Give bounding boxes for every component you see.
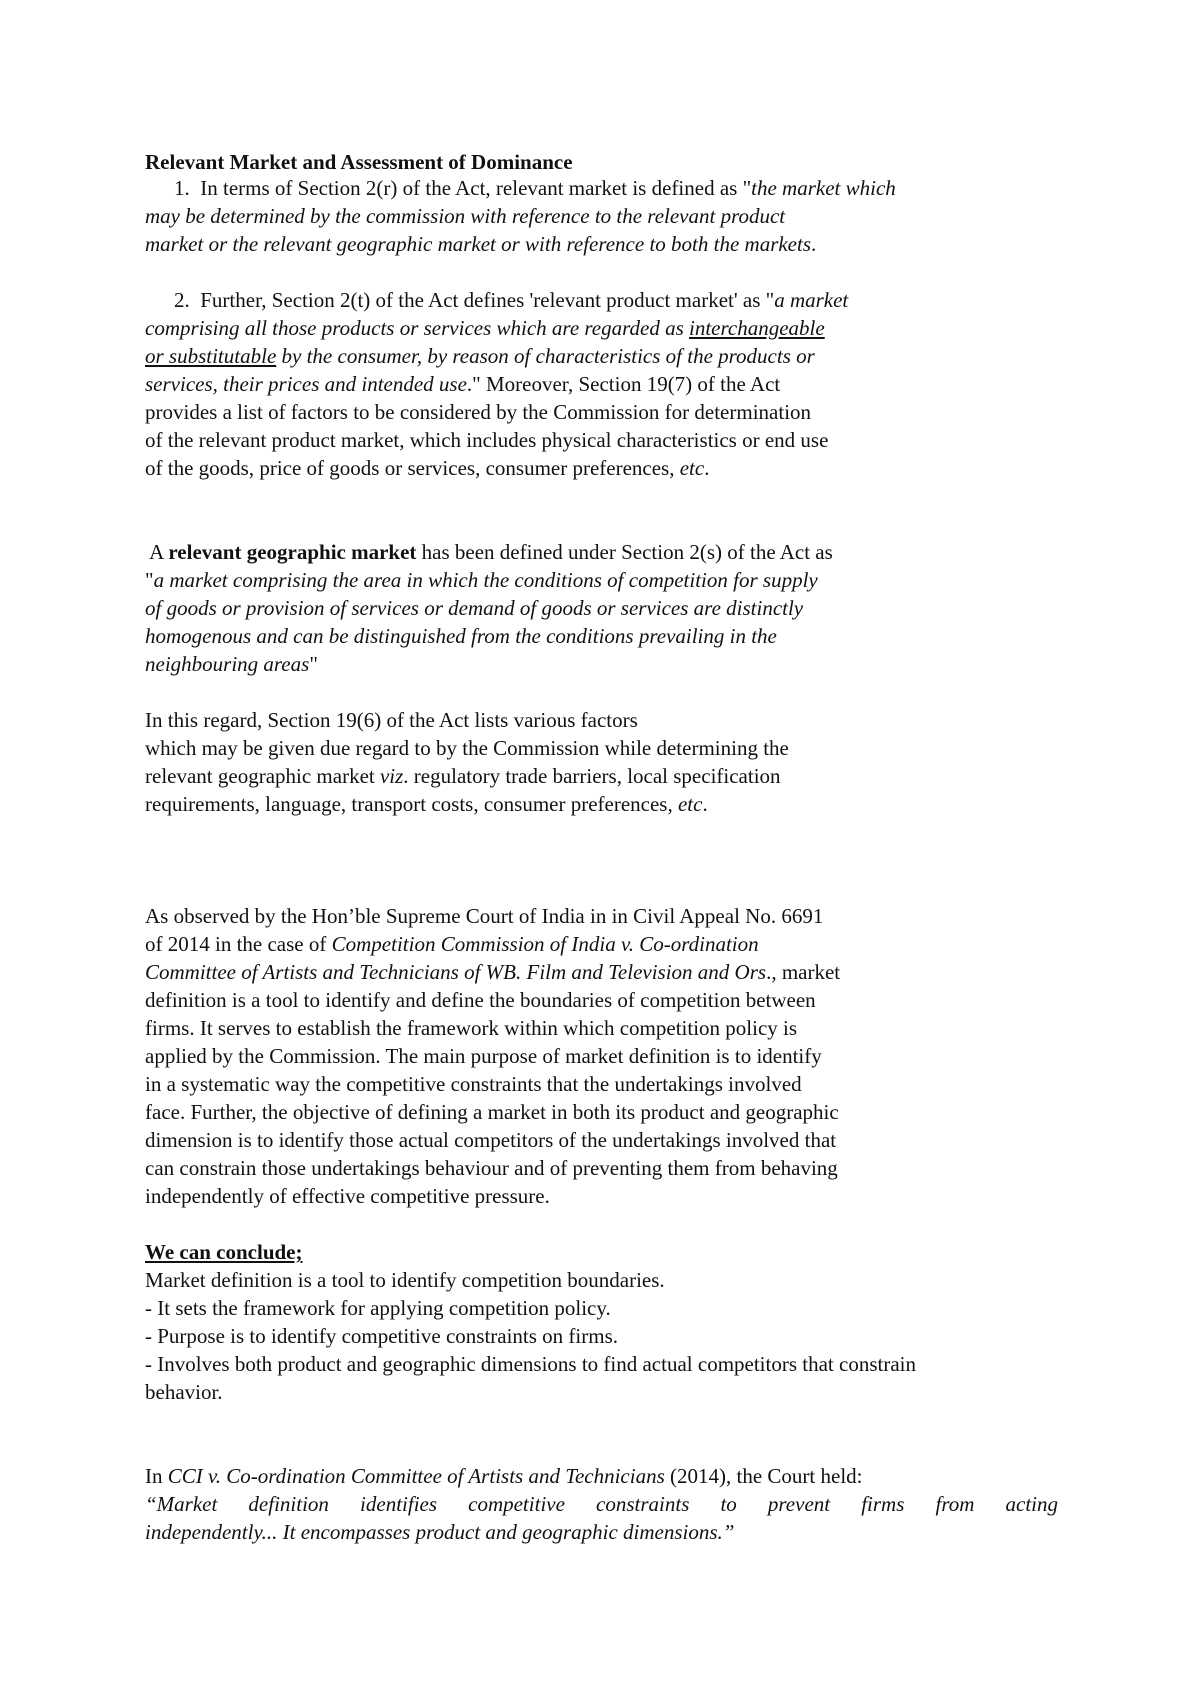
document-title: Relevant Market and Assessment of Dominance [145,150,573,174]
item-1-line-1: 1. In terms of Section 2(r) of the Act, relevant market is defined as "the market which [174,176,896,200]
observed-line-11: independently of effective competitive pressure. [145,1184,550,1208]
geo-line-2: "a market comprising the area in which the conditions of competition for supply [145,568,818,592]
observed-line-2: of 2014 in the case of Competition Commission of India v. Co-ordination [145,932,759,956]
cci-quote-line-2: independently... It encompasses product and geographic dimensions.” [145,1520,735,1544]
regard-line-2: which may be given due regard to by the Commission while determining the [145,736,789,760]
regard-line-4: requirements, language, transport costs, consumer preferences, etc. [145,792,708,816]
observed-line-7: in a systematic way the competitive constraints that the undertakings involved [145,1072,802,1096]
observed-line-3: Committee of Artists and Technicians of WB. Film and Television and Ors., market [145,960,841,984]
observed-line-10: can constrain those undertakings behaviour and of preventing them from behaving [145,1156,838,1180]
observed-line-9: dimension is to identify those actual competitors of the undertakings involved that [145,1128,837,1152]
item-2-line-6: of the relevant product market, which includes physical characteristics or end use [145,428,829,452]
item-1-line-2: may be determined by the commission with reference to the relevant product [145,204,786,228]
observed-line-8: face. Further, the objective of defining a market in both its product and geographic [145,1100,839,1124]
item-1-number: 1. [174,176,190,200]
item-2-number: 2. [174,288,190,312]
cci-line-1: In CCI v. Co-ordination Committee of Artists and Technicians (2014), the Court held: [145,1464,863,1488]
regard-line-3: relevant geographic market viz. regulatory trade barriers, local specification [145,764,781,788]
item-2-line-2: comprising all those products or services which are regarded as interchangeable [145,316,825,340]
item-1-line-3: market or the relevant geographic market or with reference to both the markets. [145,232,817,256]
conclude-line-1: Market definition is a tool to identify competition boundaries. [145,1268,665,1292]
item-2-line-3: or substitutable by the consumer, by reason of characteristics of the products or [145,344,815,368]
conclude-line-3: - Purpose is to identify competitive constraints on firms. [145,1324,619,1348]
observed-line-4: definition is a tool to identify and define the boundaries of competition between [145,988,816,1012]
observed-line-1: As observed by the Hon’ble Supreme Court of India in in Civil Appeal No. 6691 [145,904,824,928]
conclude-line-2: - It sets the framework for applying competition policy. [145,1296,611,1320]
conclude-line-5: behavior. [145,1380,223,1404]
regard-line-1: In this regard, Section 19(6) of the Act lists various factors [145,708,638,732]
cci-quote-line-1: “Market definition identifies competitive constraints to prevent firms from acting [145,1492,1058,1516]
geo-line-3: of goods or provision of services or demand of goods or services are distinctly [145,596,804,620]
observed-line-5: firms. It serves to establish the framework within which competition policy is [145,1016,798,1040]
conclude-line-4: - Involves both product and geographic dimensions to find actual competitors that constrain [145,1352,916,1376]
geo-line-4: homogenous and can be distinguished from the conditions prevailing in the [145,624,777,648]
item-2-line-7: of the goods, price of goods or services, consumer preferences, etc. [145,456,710,480]
item-2-line-4: services, their prices and intended use." Moreover, Section 19(7) of the Act [145,372,781,396]
conclude-heading: We can conclude; [145,1240,303,1264]
item-2-line-5: provides a list of factors to be considered by the Commission for determination [145,400,812,424]
geo-line-5: neighbouring areas" [145,652,318,676]
item-2-line-1: 2. Further, Section 2(t) of the Act defines 'relevant product market' as "a market [174,288,849,312]
geo-line-1: A relevant geographic market has been defined under Section 2(s) of the Act as [145,540,833,564]
observed-line-6: applied by the Commission. The main purpose of market definition is to identify [145,1044,822,1068]
